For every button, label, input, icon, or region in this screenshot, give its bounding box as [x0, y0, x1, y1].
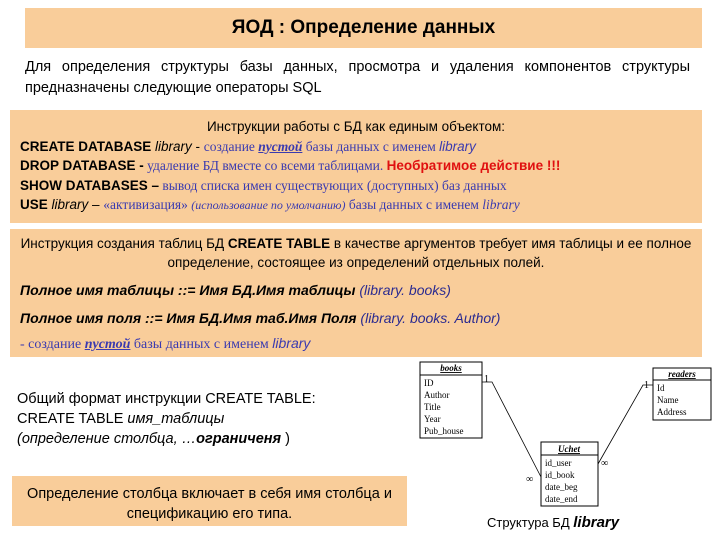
full-table-name-example: (library. books): [355, 282, 451, 298]
desc-part: базы данных с именем: [130, 337, 273, 352]
full-field-name-def: Полное имя поля ::= Имя БД.Имя таб.Имя Поля: [20, 310, 357, 326]
irreversible-warning: Необратимое действие !!!: [386, 158, 561, 173]
caption-db-name: library: [573, 514, 620, 531]
empty-emphasis: пустой: [258, 138, 303, 154]
format-line-1: Общий формат инструкции CREATE TABLE:: [17, 391, 316, 407]
para-part: в качестве аргументов требует имя таблицы и ее полное определение, состоящее из определений отдельных полей.: [167, 236, 692, 270]
use-arg: library: [47, 197, 89, 212]
format-part: ): [281, 431, 290, 447]
full-table-name-line: [20, 281, 692, 300]
readers-table: [653, 368, 711, 420]
books-title: books: [440, 363, 462, 373]
format-part: CREATE TABLE: [17, 411, 128, 427]
uchet-field: id_book: [545, 470, 575, 480]
format-part: ограниченя: [196, 431, 282, 447]
create-database-line: [20, 137, 692, 157]
uchet-title: Uchet: [558, 444, 580, 454]
uchet-field: id_user: [545, 458, 572, 468]
use-desc: [103, 197, 520, 212]
readers-uchet-relation: [598, 385, 653, 464]
create-table-keyword: CREATE TABLE: [227, 236, 331, 251]
para-part: Инструкция создания таблиц БД: [20, 236, 228, 251]
show-databases-desc: вывод списка имен существующих (доступных) баз данных: [159, 177, 507, 193]
er-diagram: [410, 358, 720, 518]
books-field: ID: [424, 378, 434, 388]
uchet-table: [541, 442, 598, 506]
create-table-box: [10, 229, 702, 357]
full-field-name-example: (library. books. Author): [356, 310, 501, 326]
books-field: Year: [424, 414, 441, 424]
create-table-format: [17, 389, 316, 449]
dash: –: [88, 197, 104, 212]
diagram-caption: [487, 514, 619, 531]
db-name: library: [439, 138, 476, 154]
drop-database-desc: удаление БД вместе со всеми таблицами.: [143, 158, 387, 173]
empty-emphasis: пустой: [84, 337, 131, 352]
use-line: [20, 195, 692, 216]
create-empty-line: [20, 334, 692, 354]
books-table: [420, 362, 482, 438]
db-instructions-box: [10, 110, 702, 223]
create-database-desc: [204, 139, 439, 154]
full-table-name-def: Полное имя таблицы ::= Имя БД.Имя таблицы: [20, 282, 356, 298]
dash: -: [191, 138, 204, 154]
column-definition-box: Определение столбца включает в себя имя столбца и спецификацию его типа.: [12, 476, 407, 526]
books-field: Title: [424, 402, 441, 412]
format-part: (определение столбца, …: [17, 431, 197, 447]
full-field-name-line: [20, 309, 692, 328]
readers-title: readers: [668, 369, 696, 379]
desc-part: «активизация»: [103, 197, 192, 212]
intro-text: Для определения структуры базы данных, просмотра и удаления компонентов структуры предназначены следующие операторы SQL: [25, 59, 690, 96]
use-keyword: USE: [20, 197, 48, 212]
books-field: Pub_house: [424, 426, 464, 436]
create-database-arg: library: [155, 138, 192, 154]
page-title: ЯОД : Определение данных: [25, 8, 702, 48]
rel-many-left: ∞: [526, 474, 534, 485]
db-name: library: [272, 335, 311, 351]
books-uchet-relation: [482, 382, 541, 477]
desc-part: базы данных с именем: [345, 197, 483, 212]
readers-field: Name: [657, 395, 679, 405]
create-database-keyword: CREATE DATABASE: [20, 138, 152, 154]
readers-field: Id: [657, 383, 665, 393]
db-name: library: [482, 197, 520, 212]
show-databases-keyword: SHOW DATABASES –: [20, 177, 160, 193]
books-field: Author: [424, 390, 450, 400]
rel-many-right: ∞: [601, 458, 609, 469]
format-line-2: [17, 409, 316, 429]
desc-part: создание: [203, 138, 259, 154]
desc-part: - создание: [20, 337, 85, 352]
drop-database-line: [20, 156, 692, 176]
rel-one-right: 1: [644, 380, 649, 391]
drop-database-keyword: DROP DATABASE -: [20, 158, 144, 173]
db-instructions-header: Инструкции работы с БД как единым объектом:: [206, 119, 506, 134]
create-table-paragraph: [20, 234, 692, 272]
format-part: имя_таблицы: [127, 411, 225, 427]
rel-one-left: 1: [484, 374, 489, 385]
format-line-3: [17, 429, 316, 449]
show-databases-line: [20, 176, 692, 196]
desc-part: базы данных с именем: [302, 138, 440, 154]
desc-part: (использование по умолчанию): [191, 198, 346, 212]
caption-part: Структура БД: [487, 515, 574, 530]
uchet-field: date_end: [545, 494, 578, 504]
uchet-field: date_beg: [545, 482, 578, 492]
readers-field: Address: [657, 407, 687, 417]
